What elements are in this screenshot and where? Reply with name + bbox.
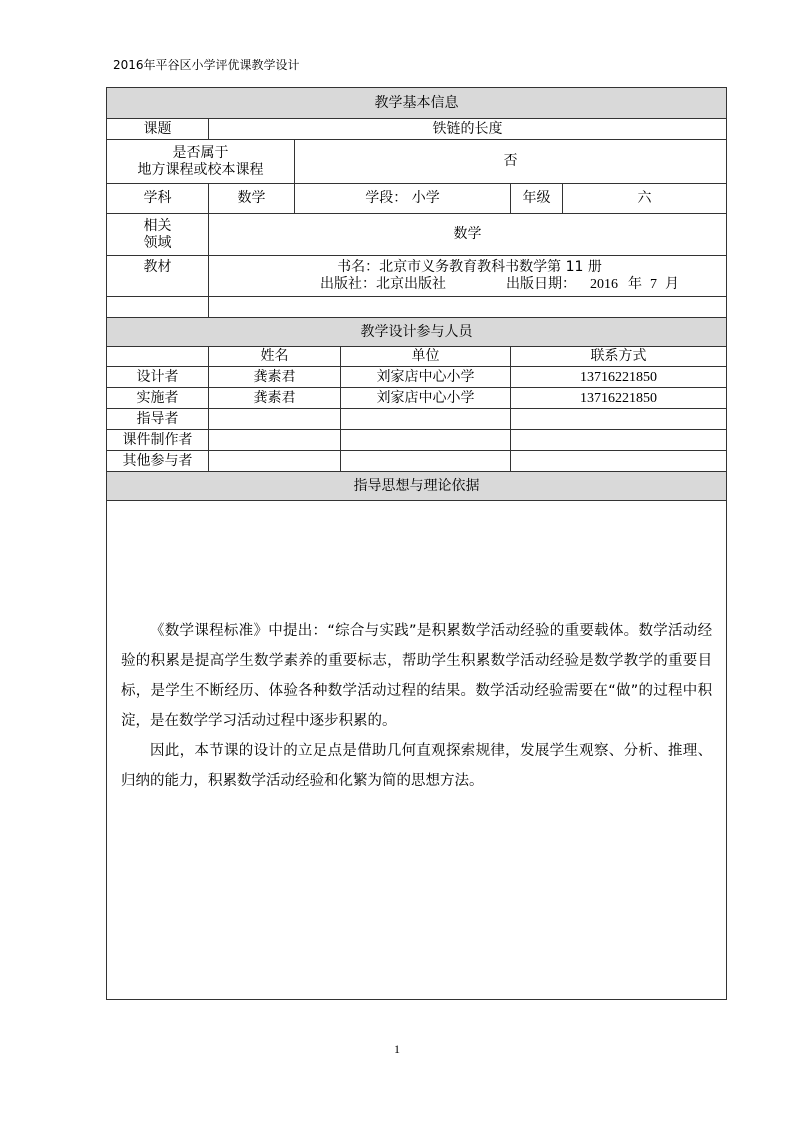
local-curriculum-label [107, 140, 295, 184]
guidance-paragraph-2: 因此，本节课的设计的立足点是借助几何直观探索规律，发展学生观察、分析、推理、归纳的能力，积累数学活动经验和化繁为简的思想方法。 [121, 743, 713, 789]
name-column-header: 姓名 [209, 347, 341, 367]
guidance-paragraph-1: 《数学课程标准》中提出：“综合与实践”是积累数学活动经验的重要载体。数学活动经验的积累是提高学生数学素养的重要标志，帮助学生积累数学活动经验是数学教学的重要目标，是学生不断经历、体验各种数学活动过程的结果。数学活动经验需要在“做”的过程中积淀，是在数学学习活动过程中逐步积累的。 [121, 623, 713, 729]
participant-contact: 13716221850 [511, 367, 727, 388]
participant-unit [341, 451, 511, 472]
publisher-value: 北京出版社 [376, 276, 447, 292]
basic-info-section-title: 教学基本信息 [107, 88, 727, 119]
participant-contact: 13716221850 [511, 388, 727, 409]
book-line [215, 259, 724, 276]
year-unit: 年 [628, 276, 643, 292]
participant-name [209, 430, 341, 451]
participant-role: 其他参与者 [107, 451, 209, 472]
grade-value: 六 [563, 184, 727, 214]
participant-role: 实施者 [107, 388, 209, 409]
participant-name: 龚素君 [209, 367, 341, 388]
lesson-design-table [106, 87, 727, 1000]
participants-section-title: 教学设计参与人员 [107, 318, 727, 347]
subject-value: 数学 [209, 184, 295, 214]
participant-name [209, 409, 341, 430]
field-label-line2: 领域 [143, 234, 172, 251]
publisher-label: 出版社： [320, 276, 377, 292]
local-curriculum-value: 否 [295, 140, 727, 184]
unit-column-header: 单位 [341, 347, 511, 367]
participant-contact [511, 451, 727, 472]
participant-name [209, 451, 341, 472]
participant-contact [511, 430, 727, 451]
participant-role: 课件制作者 [107, 430, 209, 451]
pub-date-label: 出版日期： [506, 276, 577, 292]
guidance-section-title: 指导思想与理论依据 [107, 472, 727, 501]
grade-label: 年级 [511, 184, 563, 214]
participant-unit: 刘家店中心小学 [341, 388, 511, 409]
stage-label: 学段： [365, 190, 408, 206]
topic-value: 铁链的长度 [209, 119, 727, 140]
table-row [107, 367, 727, 388]
participant-role: 指导者 [107, 409, 209, 430]
stage-value: 小学 [411, 190, 440, 206]
page-number: 1 [394, 1042, 400, 1056]
participant-unit [341, 430, 511, 451]
publisher-group [260, 276, 506, 293]
pub-month: 7 [650, 277, 658, 292]
topic-label: 课题 [107, 119, 209, 140]
contact-column-header: 联系方式 [511, 347, 727, 367]
role-header-empty [107, 347, 209, 367]
field-label [107, 214, 209, 256]
month-unit: 月 [665, 276, 680, 292]
pub-year: 2016 [590, 277, 619, 292]
empty-cell [209, 297, 727, 318]
participant-role: 设计者 [107, 367, 209, 388]
subject-label: 学科 [107, 184, 209, 214]
stage-cell [295, 184, 511, 214]
publisher-line [215, 276, 724, 293]
field-label-line1: 相关 [143, 217, 172, 234]
field-value: 数学 [209, 214, 727, 256]
textbook-value [209, 256, 727, 297]
guidance-body [107, 501, 727, 1000]
empty-cell [107, 297, 209, 318]
participant-contact [511, 409, 727, 430]
participant-name: 龚素君 [209, 388, 341, 409]
table-row [107, 409, 727, 430]
local-curriculum-label-line2: 地方课程或校本课程 [137, 161, 264, 178]
table-row [107, 430, 727, 451]
guidance-text [107, 501, 726, 796]
participant-unit: 刘家店中心小学 [341, 367, 511, 388]
book-value: 北京市义务教育教科书数学第 11 册 [379, 259, 602, 275]
table-row [107, 388, 727, 409]
book-label: 书名： [337, 259, 380, 275]
local-curriculum-label-line1: 是否属于 [172, 144, 229, 161]
textbook-label: 教材 [107, 256, 209, 297]
table-row [107, 451, 727, 472]
page-header-title: 2016年平谷区小学评优课教学设计 [113, 58, 300, 72]
participant-unit [341, 409, 511, 430]
